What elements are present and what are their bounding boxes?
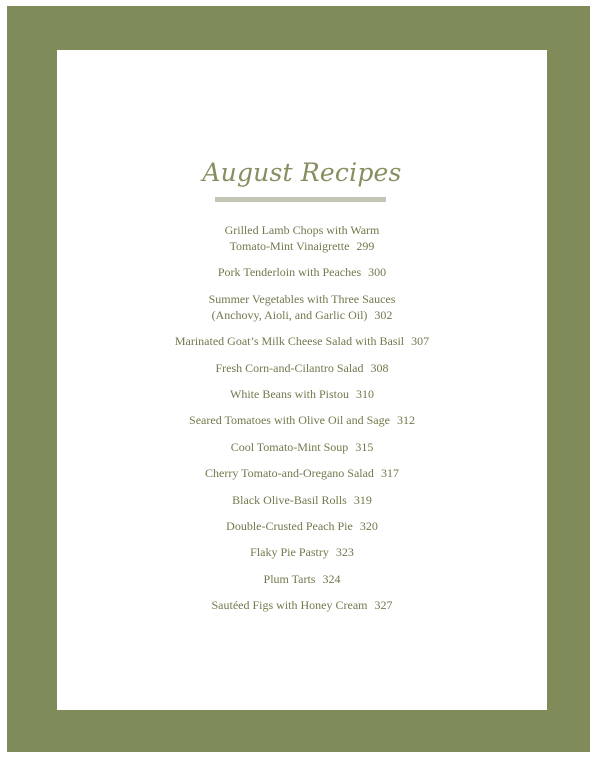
- recipe-item: [57, 333, 547, 349]
- recipe-item: [57, 264, 547, 280]
- recipe-title-line: Summer Vegetables with Three Sauces: [208, 291, 396, 306]
- recipe-page-number: 302: [374, 307, 393, 322]
- recipe-title-text: Flaky Pie Pastry: [250, 545, 329, 560]
- recipe-item: [57, 597, 547, 613]
- recipe-item: [57, 544, 547, 560]
- recipe-page-number: 323: [335, 545, 354, 560]
- page-frame: [7, 6, 590, 752]
- recipe-title-text: Cherry Tomato-and-Oregano Salad: [205, 466, 374, 481]
- recipe-title-line: Grilled Lamb Chops with Warm: [224, 223, 380, 237]
- recipe-title-text: Cool Tomato-Mint Soup: [230, 439, 349, 454]
- recipe-title-text: Double-Crusted Peach Pie: [226, 518, 353, 533]
- title-underline: [215, 197, 386, 202]
- recipe-item: [57, 439, 547, 455]
- recipe-item: [57, 571, 547, 587]
- recipe-item: [57, 412, 547, 428]
- recipe-title-text: (Anchovy, Aioli, and Garlic Oil): [211, 307, 368, 322]
- recipe-page-number: 308: [370, 360, 389, 375]
- recipe-title-text: Sautéed Figs with Honey Cream: [211, 598, 368, 613]
- recipe-item: [57, 386, 547, 402]
- recipe-page-number: 307: [411, 334, 430, 349]
- recipe-page-number: 315: [355, 439, 374, 454]
- recipe-item: [57, 291, 547, 323]
- page-title: August Recipes: [202, 158, 402, 187]
- recipe-title-line: [57, 238, 547, 254]
- recipe-page-number: 327: [374, 598, 393, 613]
- recipe-title-text: Marinated Goat’s Milk Cheese Salad with Basil: [174, 334, 405, 349]
- recipe-page-number: 319: [353, 492, 372, 507]
- recipe-page-number: 300: [368, 265, 387, 280]
- recipe-item: [57, 518, 547, 534]
- recipe-title-text: Tomato-Mint Vinaigrette: [229, 239, 350, 253]
- recipe-item: [57, 360, 547, 376]
- recipe-title-text: Black Olive-Basil Rolls: [232, 492, 347, 507]
- recipe-item: [57, 222, 547, 254]
- recipe-page-number: 324: [322, 571, 341, 586]
- recipe-page-number: 320: [359, 518, 378, 533]
- recipe-item: [57, 492, 547, 508]
- recipe-item: [57, 465, 547, 481]
- recipe-page-number: 317: [380, 466, 399, 481]
- recipe-title-line: [57, 307, 547, 323]
- recipe-title-text: Plum Tarts: [263, 571, 316, 586]
- recipe-page-number: 299: [356, 239, 375, 253]
- recipe-title-text: White Beans with Pistou: [230, 386, 349, 401]
- recipe-page-number: 312: [396, 413, 415, 428]
- recipe-list: [57, 222, 547, 623]
- page-content: [57, 50, 547, 710]
- recipe-title-text: Fresh Corn-and-Cilantro Salad: [215, 360, 364, 375]
- recipe-title-text: Seared Tomatoes with Olive Oil and Sage: [189, 413, 390, 428]
- recipe-page-number: 310: [356, 386, 374, 401]
- recipe-title-text: Pork Tenderloin with Peaches: [217, 265, 362, 280]
